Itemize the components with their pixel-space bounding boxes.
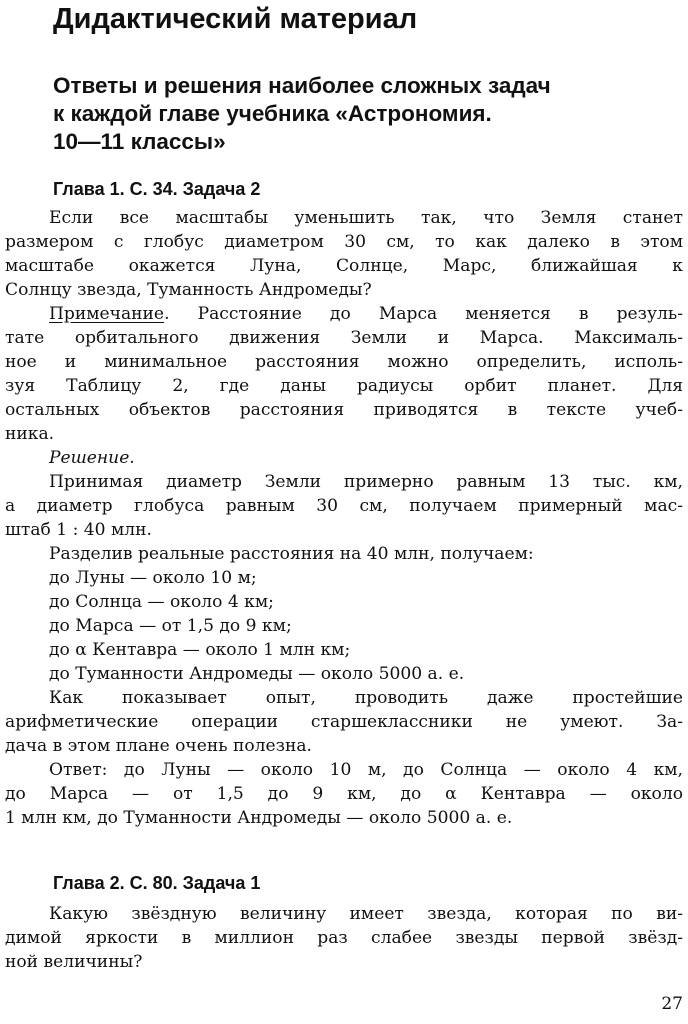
section-title-line: 10—11 классы» (53, 129, 226, 154)
distance-item: до Туманности Андромеды — около 5000 а. е. (49, 664, 465, 684)
question-line: димой яркости в миллион раз слабее звезды первой звёзд- (5, 928, 683, 948)
question-line: масштабе окажется Луна, Солнце, Марс, ближайшая к (5, 256, 683, 276)
question-line: Если все масштабы уменьшить так, что Земля станет (49, 208, 683, 228)
distance-item: до Марса — от 1,5 до 9 км; (49, 616, 292, 636)
section-title (53, 72, 551, 156)
question-line: Солнцу звезда, Туманность Андромеды? (5, 280, 372, 300)
comment-line: Как показывает опыт, проводить даже простейшие (49, 688, 683, 708)
note-line: ное и минимальное расстояния можно определить, исполь- (5, 352, 683, 372)
solution-line: штаб 1 : 40 млн. (5, 520, 152, 540)
page-number: 27 (661, 994, 683, 1014)
solution-line: Принимая диаметр Земли примерно равным 13 тыс. км, (49, 472, 683, 492)
chapter1-body (5, 206, 683, 830)
chapter2-heading: Глава 2. С. 80. Задача 1 (53, 873, 261, 893)
note-line: зуя Таблицу 2, где даны радиусы орбит планет. Для (5, 376, 683, 396)
note-label: Примечание (49, 304, 165, 324)
note-line: тате орбитального движения Земли и Марса. Максималь- (5, 328, 683, 348)
division-line: Разделив реальные расстояния на 40 млн, получаем: (49, 544, 534, 564)
distance-item: до Солнца — около 4 км; (49, 592, 274, 612)
answer-line: 1 млн км, до Туманности Андромеды — около 5000 а. е. (5, 808, 513, 828)
comment-line: дача в этом плане очень полезна. (5, 736, 312, 756)
question-line: Какую звёздную величину имеет звезда, которая по ви- (49, 904, 683, 924)
answer-line: Ответ: до Луны — около 10 м, до Солнца — около 4 км, (49, 760, 683, 780)
note-line: ника. (5, 424, 55, 444)
question-line: ной величины? (5, 952, 143, 972)
section-title-line: к каждой главе учебника «Астрономия. (53, 101, 492, 126)
running-header: Дидактический материал (53, 3, 418, 35)
distance-item: до Луны — около 10 м; (49, 568, 257, 588)
section-title-line: Ответы и решения наиболее сложных задач (53, 73, 551, 98)
chapter2-body (5, 902, 683, 974)
solution-label: Решение. (49, 448, 135, 468)
question-line: размером с глобус диаметром 30 см, то как далеко в этом (5, 232, 683, 252)
solution-line: а диаметр глобуса равным 30 см, получаем примерный мас- (5, 496, 683, 516)
note-line (5, 302, 683, 326)
distance-item: до α Кентавра — около 1 млн км; (49, 640, 351, 660)
chapter1-heading: Глава 1. С. 34. Задача 2 (53, 179, 261, 199)
note-line: остальных объектов расстояния приводятся в тексте учеб- (5, 400, 683, 420)
comment-line: арифметические операции старшеклассники не умеют. За- (5, 712, 683, 732)
answer-line: до Марса — от 1,5 до 9 км, до α Кентавра — около (5, 784, 683, 804)
note-text: . Расстояние до Марса меняется в резуль- (164, 304, 683, 324)
